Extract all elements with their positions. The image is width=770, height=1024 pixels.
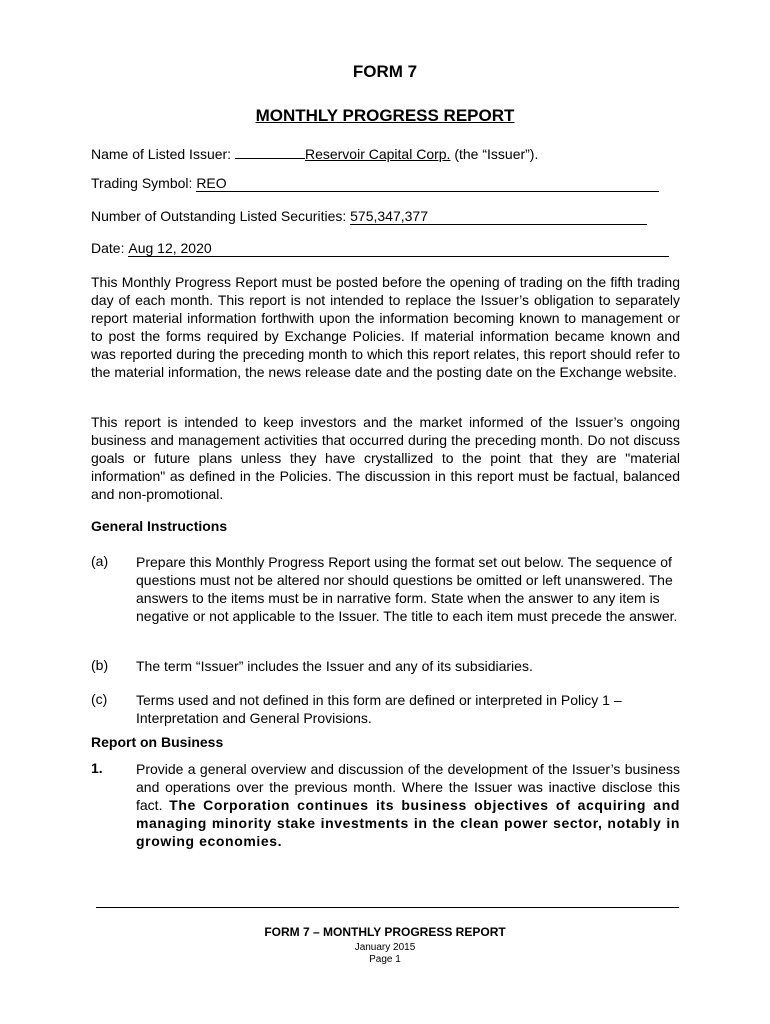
- instruction-a-label: (a): [91, 553, 109, 569]
- issuer-line: [91, 142, 538, 162]
- trading-symbol-value: REO: [196, 175, 227, 191]
- trading-symbol-field: [196, 175, 659, 192]
- intro-paragraph-1: This Monthly Progress Report must be posted before the opening of trading on the fifth trading day of each month. This report is not intended to replace the Issuer’s obligation to separately report material information forthwith upon the information becoming known to management or to post the forms required by Exchange Policies. If material information became known and was reported during the preceding month to which this report relates, this report should refer to the material information, the news release date and the posting date on the Exchange website.: [91, 274, 680, 380]
- securities-field: [350, 208, 647, 225]
- securities-label: Number of Outstanding Listed Securities:: [91, 208, 347, 224]
- form-title: FORM 7: [352, 62, 418, 81]
- date-label: Date:: [91, 240, 125, 256]
- instruction-c-text: Terms used and not defined in this form are defined or interpreted in Policy 1 – Interpretation and General Provisions.: [136, 692, 622, 726]
- date-line: [91, 240, 669, 257]
- report-on-business-heading: Report on Business: [91, 734, 224, 750]
- securities-value: 575,347,377: [350, 208, 428, 224]
- issuer-label: Name of Listed Issuer:: [91, 146, 232, 162]
- securities-line: [91, 208, 647, 225]
- issuer-underline-pad: [235, 142, 305, 159]
- trading-symbol-line: [91, 175, 659, 192]
- instruction-c-label: (c): [91, 691, 108, 707]
- issuer-suffix: (the “Issuer”).: [454, 146, 539, 162]
- date-field: [128, 240, 669, 257]
- business-item-text: [136, 760, 680, 850]
- general-instructions-heading: General Instructions: [91, 518, 228, 534]
- trading-symbol-label: Trading Symbol:: [91, 175, 193, 191]
- instruction-b-text: The term “Issuer” includes the Issuer and any of its subsidiaries.: [136, 658, 533, 674]
- footer-page-number: Page 1: [369, 954, 401, 965]
- report-title: MONTHLY PROGRESS REPORT: [255, 106, 515, 125]
- business-item-number: 1.: [91, 760, 103, 776]
- instruction-a-text: Prepare this Monthly Progress Report using the format set out below. The sequence of questions must not be altered nor should questions be omitted or left unanswered. The answers to the items must be in narrative form. State when the answer to any item is negative or not applicable to the Issuer. The title to each item must precede the answer.: [136, 554, 678, 624]
- business-answer: The Corporation continues its business objectives of acquiring and managing minority stake investments in the clean power sector, notably in growing economies.: [136, 797, 681, 849]
- footer-divider: [96, 907, 679, 908]
- footer-title: FORM 7 – MONTHLY PROGRESS REPORT: [264, 925, 506, 939]
- issuer-value: Reservoir Capital Corp.: [304, 146, 451, 162]
- business-question: Provide a general overview and discussion of the development of the Issuer’s business and operations over the previous month. Where the Issuer was inactive disclose this fact.: [136, 761, 680, 813]
- footer-date: January 2015: [354, 942, 416, 953]
- intro-paragraph-2: This report is intended to keep investors and the market informed of the Issuer’s ongoing business and management activities that occurred during the preceding month. Do not discuss goals or future plans unless they have crystallized to the point that they are "material information" as defined in the Policies. The discussion in this report must be factual, balanced and non-promotional.: [91, 414, 680, 502]
- instruction-b-label: (b): [91, 657, 109, 673]
- date-value: Aug 12, 2020: [128, 240, 212, 256]
